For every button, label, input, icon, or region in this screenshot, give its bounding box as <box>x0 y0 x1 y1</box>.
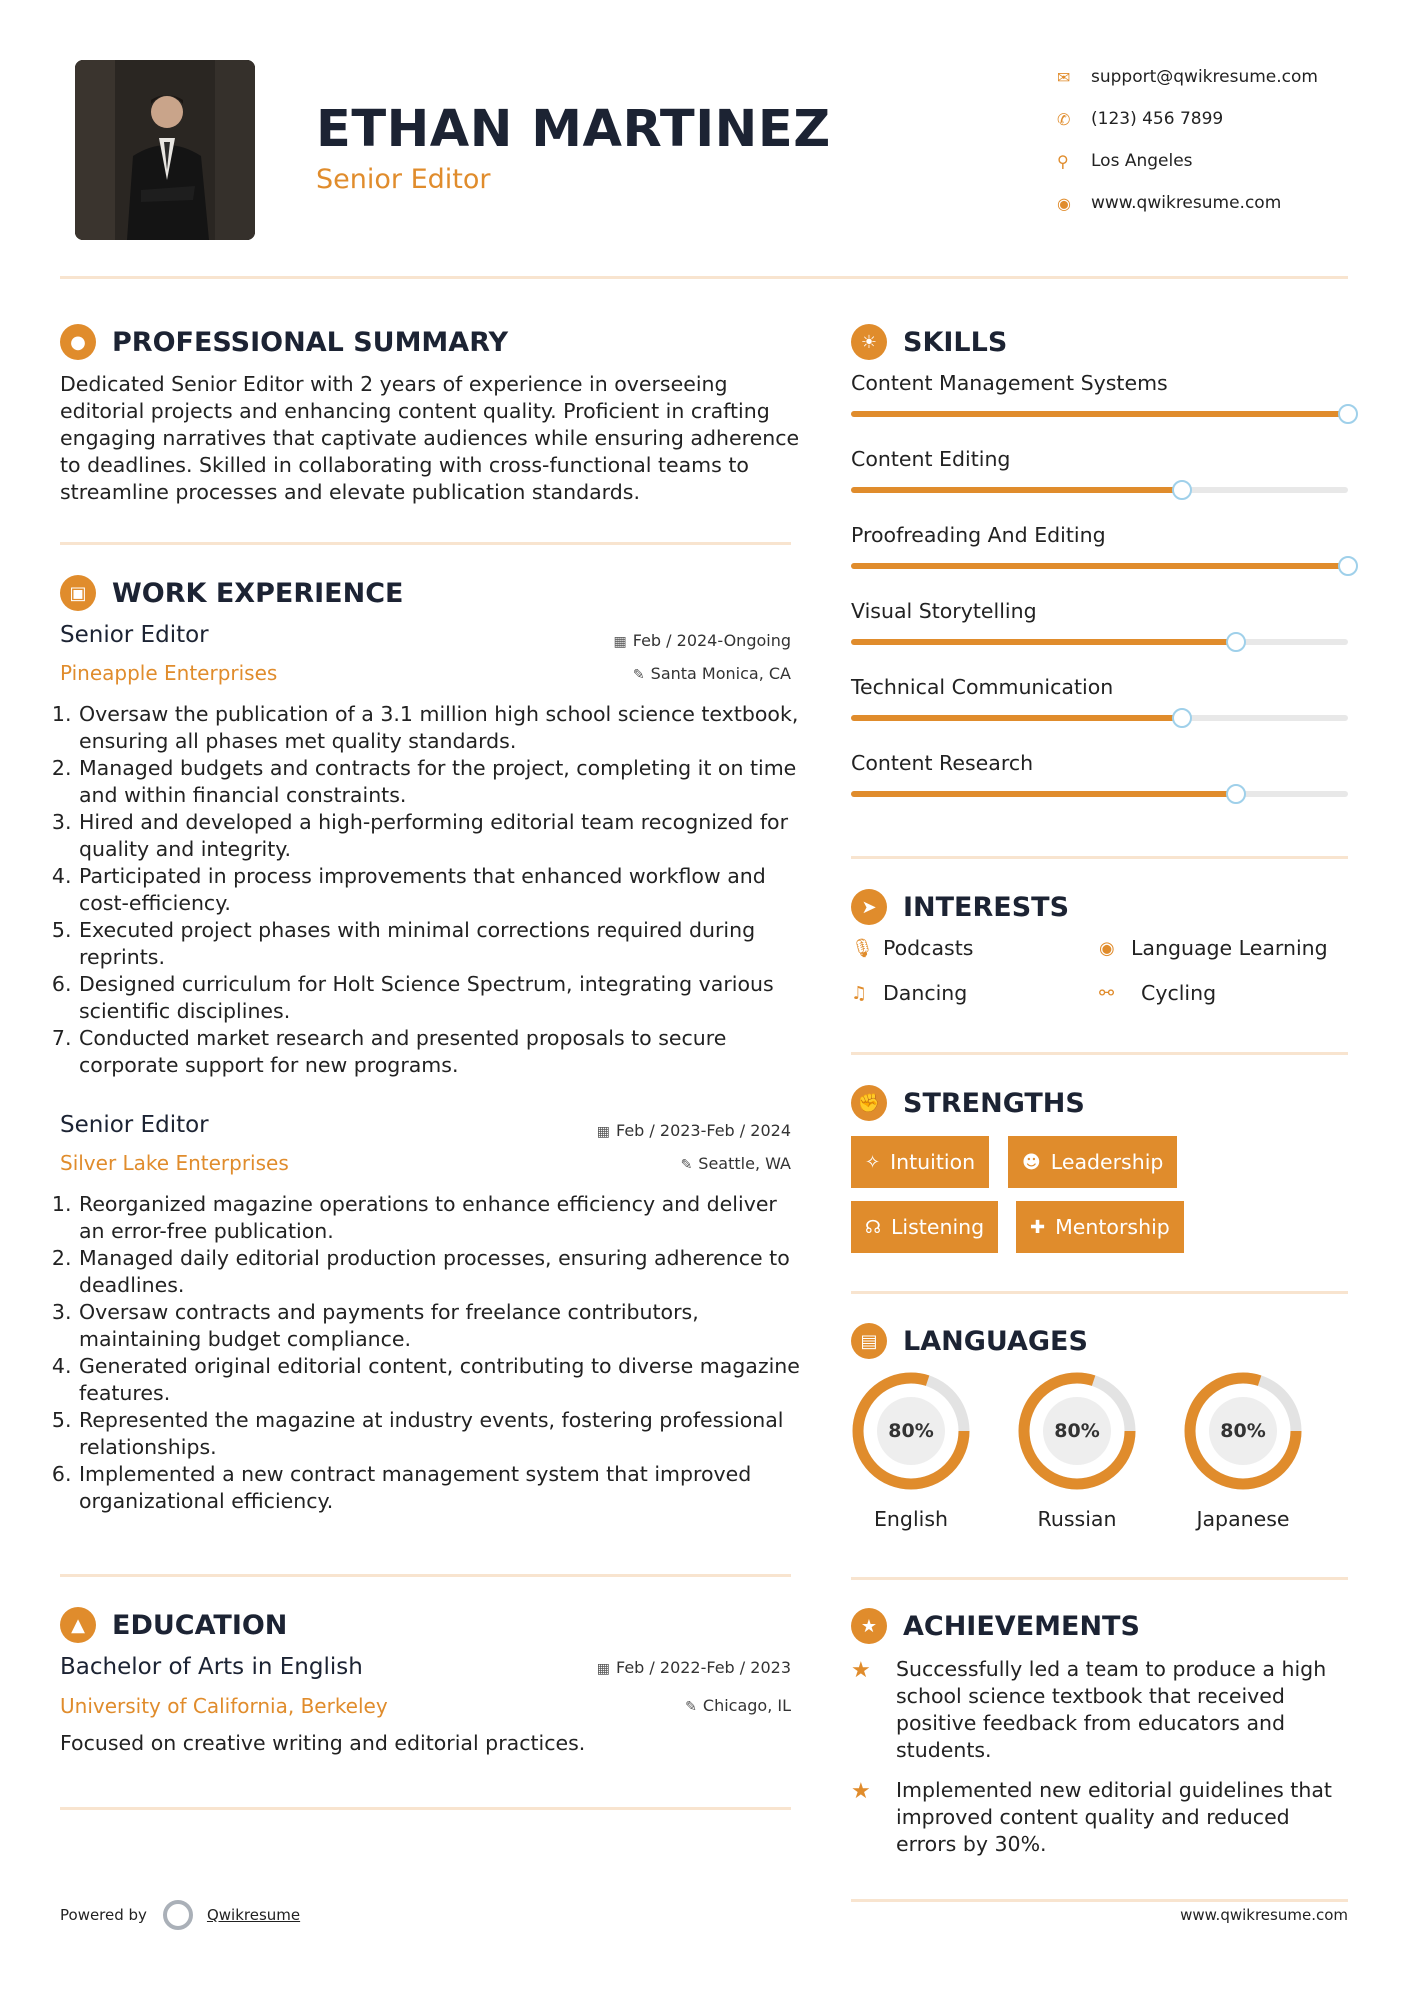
contact-website[interactable]: ◉ www.qwikresume.com <box>1057 193 1282 213</box>
brand-link[interactable]: Qwikresume <box>206 1906 301 1924</box>
education-heading: ▲ EDUCATION <box>60 1607 287 1643</box>
list-item: 4. Participated in process improvements that enhanced workflow and cost-efficiency. <box>78 863 800 917</box>
education-divider <box>60 1807 791 1810</box>
list-item: 3. Hired and developed a high-performing editorial team recognized for quality and integrity. <box>78 809 800 863</box>
skill-name: Visual Storytelling <box>851 599 1037 623</box>
shooting-star-icon: ★ <box>851 1779 871 1804</box>
language-percent: 80% <box>1220 1420 1266 1442</box>
language-item <box>1181 1369 1305 1531</box>
list-item: 6. Implemented a new contract management system that improved organizational efficiency. <box>78 1461 800 1515</box>
skill-level-knob <box>1172 480 1192 500</box>
globe-icon: ◉ <box>1099 937 1115 959</box>
envelope-icon: ✉ <box>1057 67 1071 87</box>
list-item: 4. Generated original editorial content, contributing to diverse magazine features. <box>78 1353 800 1407</box>
calendar-icon: ▦ <box>596 1661 610 1677</box>
skill-name: Content Management Systems <box>851 371 1168 395</box>
job-2-location: ✎ Seattle, WA <box>680 1154 791 1173</box>
list-item: 3. Oversaw contracts and payments for freelance contributors, maintaining budget compliance. <box>78 1299 800 1353</box>
interest-language-learning: ◉ Language Learning <box>1099 936 1328 960</box>
skill-level-knob <box>1226 632 1246 652</box>
skill-name: Technical Communication <box>851 675 1114 699</box>
contact-list <box>1055 56 1318 224</box>
language-item <box>1015 1369 1139 1531</box>
language-percent: 80% <box>1054 1420 1100 1442</box>
candidate-name: ETHAN MARTINEZ <box>316 100 831 159</box>
skill-name: Content Research <box>851 751 1034 775</box>
job-2-bullets <box>60 1191 800 1515</box>
education-dates: ▦ Feb / 2022-Feb / 2023 <box>596 1658 791 1677</box>
skill-bar-fill <box>851 715 1182 721</box>
skill-bar <box>851 791 1348 797</box>
list-item: 5. Represented the magazine at industry events, fostering professional relationships. <box>78 1407 800 1461</box>
globe-icon: ◉ <box>1057 193 1071 213</box>
pushpin-icon: ✎ <box>632 667 645 683</box>
user-plus-icon: ✚ <box>1030 1216 1046 1238</box>
achievement-item: ★ Implemented new editorial guidelines that improved content quality and reduced errors by 30%. <box>851 1778 1332 1856</box>
interests-divider <box>851 1052 1348 1055</box>
pushpin-icon: ✎ <box>685 1699 697 1715</box>
job-1-location: ✎ Santa Monica, CA <box>632 664 791 683</box>
magic-wand-icon: ✧ <box>865 1151 881 1173</box>
pushpin-icon: ✎ <box>680 1157 693 1173</box>
education-description: Focused on creative writing and editorial practices. <box>60 1731 586 1755</box>
strength-mentorship: ✚ Mentorship <box>1016 1201 1184 1253</box>
skill-level-knob <box>1338 404 1358 424</box>
contact-location: ⚲ Los Angeles <box>1057 151 1193 171</box>
users-icon: ☻ <box>1022 1151 1041 1173</box>
skill-bar-fill <box>851 411 1348 417</box>
education-school: University of California, Berkeley <box>60 1694 388 1718</box>
skills-heading: ☀ SKILLS <box>851 324 1007 360</box>
list-item: 1. Reorganized magazine operations to enhance efficiency and deliver an error-free publication. <box>78 1191 800 1245</box>
language-item <box>849 1369 973 1531</box>
skill-item <box>851 447 1348 493</box>
job-2-company: Silver Lake Enterprises <box>60 1151 289 1175</box>
footer-powered-by: Powered by Qwikresume <box>60 1900 300 1930</box>
language-name: English <box>873 1507 949 1531</box>
summary-heading: ● PROFESSIONAL SUMMARY <box>60 324 508 360</box>
skill-bar-fill <box>851 487 1182 493</box>
job-1-dates: ▦ Feb / 2024-Ongoing <box>613 631 791 650</box>
skill-bar <box>851 563 1348 569</box>
phone-icon: ✆ <box>1057 109 1071 129</box>
skill-bar-fill <box>851 639 1236 645</box>
header-divider <box>60 276 1348 279</box>
candidate-title: Senior Editor <box>316 164 491 195</box>
skill-name: Proofreading And Editing <box>851 523 1106 547</box>
skill-bar <box>851 487 1348 493</box>
list-item: 2. Managed budgets and contracts for the project, completing it on time and within financial constraints. <box>78 755 800 809</box>
fist-icon: ✊ <box>851 1085 887 1121</box>
job-2-role: Senior Editor <box>60 1112 209 1138</box>
achievements-divider <box>851 1899 1348 1902</box>
summary-text: Dedicated Senior Editor with 2 years of experience in overseeing editorial projects and enhancing content quality. Proficient in crafting engaging narratives that captivate audiences while ensuring adherence to deadlines. Skilled in collaborating with cross-functional teams to streamline processes and elevate publication standards. <box>60 372 800 504</box>
headphones-icon: ☊ <box>865 1216 881 1238</box>
list-item: 7. Conducted market research and presented proposals to secure corporate support for new programs. <box>78 1025 800 1079</box>
education-location: ✎ Chicago, IL <box>685 1696 791 1715</box>
interests-heading: ➤ INTERESTS <box>851 889 1069 925</box>
skill-item <box>851 523 1348 569</box>
skill-bar <box>851 639 1348 645</box>
education-degree: Bachelor of Arts in English <box>60 1654 363 1680</box>
summary-divider <box>60 542 791 545</box>
language-name: Japanese <box>1196 1507 1290 1531</box>
work-divider <box>60 1574 791 1577</box>
briefcase-icon: ▣ <box>60 575 96 611</box>
skill-level-knob <box>1226 784 1246 804</box>
list-item: 5. Executed project phases with minimal corrections required during reprints. <box>78 917 800 971</box>
language-card-icon: ▤ <box>851 1323 887 1359</box>
profile-photo <box>75 60 255 240</box>
interest-podcasts: 🎙 Podcasts <box>851 936 974 960</box>
footer-url[interactable]: www.qwikresume.com <box>1180 1906 1348 1924</box>
job-1-bullets <box>60 701 800 1079</box>
qwikresume-logo-icon <box>163 1900 193 1930</box>
skills-divider <box>851 856 1348 859</box>
bicycle-icon: ⚯ <box>1099 982 1115 1004</box>
achievements-heading: ★ ACHIEVEMENTS <box>851 1608 1140 1644</box>
work-heading: ▣ WORK EXPERIENCE <box>60 575 403 611</box>
skill-item <box>851 599 1348 645</box>
skill-bar-fill <box>851 791 1236 797</box>
languages-divider <box>851 1577 1348 1580</box>
contact-email[interactable]: ✉ support@qwikresume.com <box>1057 67 1318 87</box>
list-item: 2. Managed daily editorial production processes, ensuring adherence to deadlines. <box>78 1245 800 1299</box>
graduation-icon: ▲ <box>60 1607 96 1643</box>
job-1-company: Pineapple Enterprises <box>60 661 278 685</box>
interest-dancing: ♫ Dancing <box>851 981 968 1005</box>
strengths-heading: ✊ STRENGTHS <box>851 1085 1085 1121</box>
shooting-star-icon: ★ <box>851 1658 871 1683</box>
skill-bar-fill <box>851 563 1348 569</box>
calendar-icon: ▦ <box>613 634 627 650</box>
lightbulb-icon: ☀ <box>851 324 887 360</box>
job-1-role: Senior Editor <box>60 622 209 648</box>
interest-cycling: ⚯ Cycling <box>1099 981 1217 1005</box>
strength-leadership: ☻ Leadership <box>1008 1136 1177 1188</box>
skill-level-knob <box>1338 556 1358 576</box>
strength-intuition: ✧ Intuition <box>851 1136 989 1188</box>
skill-item <box>851 675 1348 721</box>
star-badge-icon: ★ <box>851 1608 887 1644</box>
skill-item <box>851 751 1348 797</box>
calendar-icon: ▦ <box>596 1124 610 1140</box>
paper-plane-icon: ➤ <box>851 889 887 925</box>
language-name: Russian <box>1037 1507 1117 1531</box>
music-note-icon: ♫ <box>851 982 868 1004</box>
language-percent: 80% <box>888 1420 934 1442</box>
location-pin-icon: ⚲ <box>1057 151 1069 171</box>
list-item: 1. Oversaw the publication of a 3.1 million high school science textbook, ensuring all phases met quality standards. <box>78 701 800 755</box>
strengths-divider <box>851 1291 1348 1294</box>
skill-level-knob <box>1172 708 1192 728</box>
microphone-icon: 🎙 <box>851 937 874 959</box>
contact-phone: ✆ (123) 456 7899 <box>1057 109 1224 129</box>
achievement-item: ★ Successfully led a team to produce a high school science textbook that received positive feedback from educators and students. <box>851 1657 1327 1762</box>
user-icon: ● <box>60 324 96 360</box>
languages-heading: ▤ LANGUAGES <box>851 1323 1088 1359</box>
skill-bar <box>851 411 1348 417</box>
strength-listening: ☊ Listening <box>851 1201 998 1253</box>
job-2-dates: ▦ Feb / 2023-Feb / 2024 <box>596 1121 791 1140</box>
skill-bar <box>851 715 1348 721</box>
skill-item <box>851 371 1348 417</box>
list-item: 6. Designed curriculum for Holt Science Spectrum, integrating various scientific disciplines. <box>78 971 800 1025</box>
skill-name: Content Editing <box>851 447 1011 471</box>
